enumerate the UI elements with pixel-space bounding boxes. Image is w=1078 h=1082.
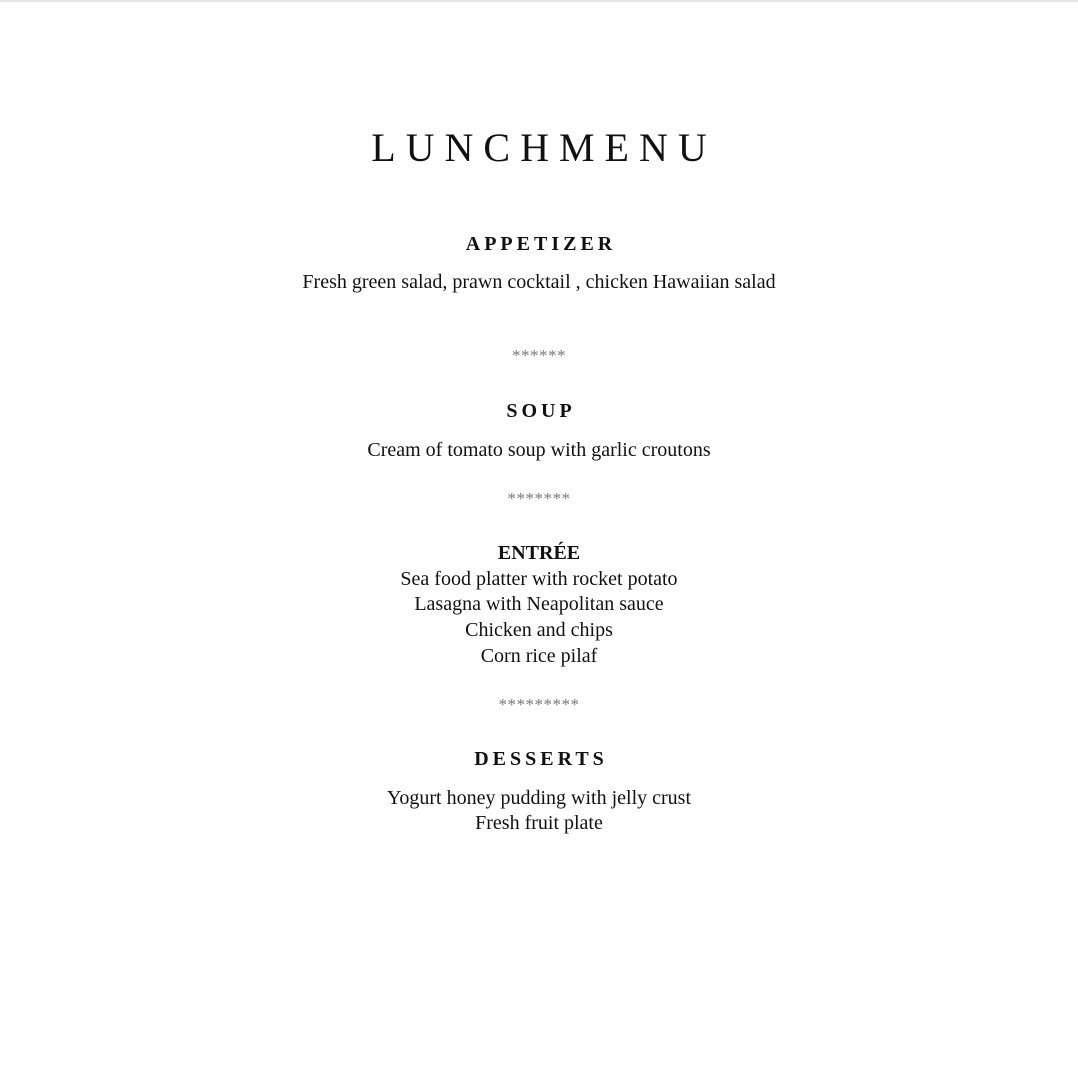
divider-1: ****** (512, 346, 566, 365)
appetizer-heading: APPETIZER (465, 233, 617, 255)
entree-heading: ENTRÉE (497, 542, 581, 564)
entree-item: Sea food platter with rocket potato (400, 568, 678, 590)
menu-title: LUNCHMENU (371, 125, 717, 170)
appetizer-item: Fresh green salad, prawn cocktail , chicken Hawaiian salad (302, 271, 776, 293)
entree-item: Lasagna with Neapolitan sauce (414, 593, 664, 615)
entree-item: Chicken and chips (465, 619, 613, 641)
desserts-item: Yogurt honey pudding with jelly crust (386, 787, 692, 809)
entree-item: Corn rice pilaf (480, 645, 598, 667)
divider-3: ********* (498, 695, 580, 714)
soup-heading: SOUP (506, 400, 576, 422)
soup-item: Cream of tomato soup with garlic croutons (367, 439, 711, 461)
divider-2: ******* (507, 489, 571, 508)
desserts-heading: DESSERTS (474, 748, 608, 770)
desserts-item: Fresh fruit plate (475, 812, 603, 834)
